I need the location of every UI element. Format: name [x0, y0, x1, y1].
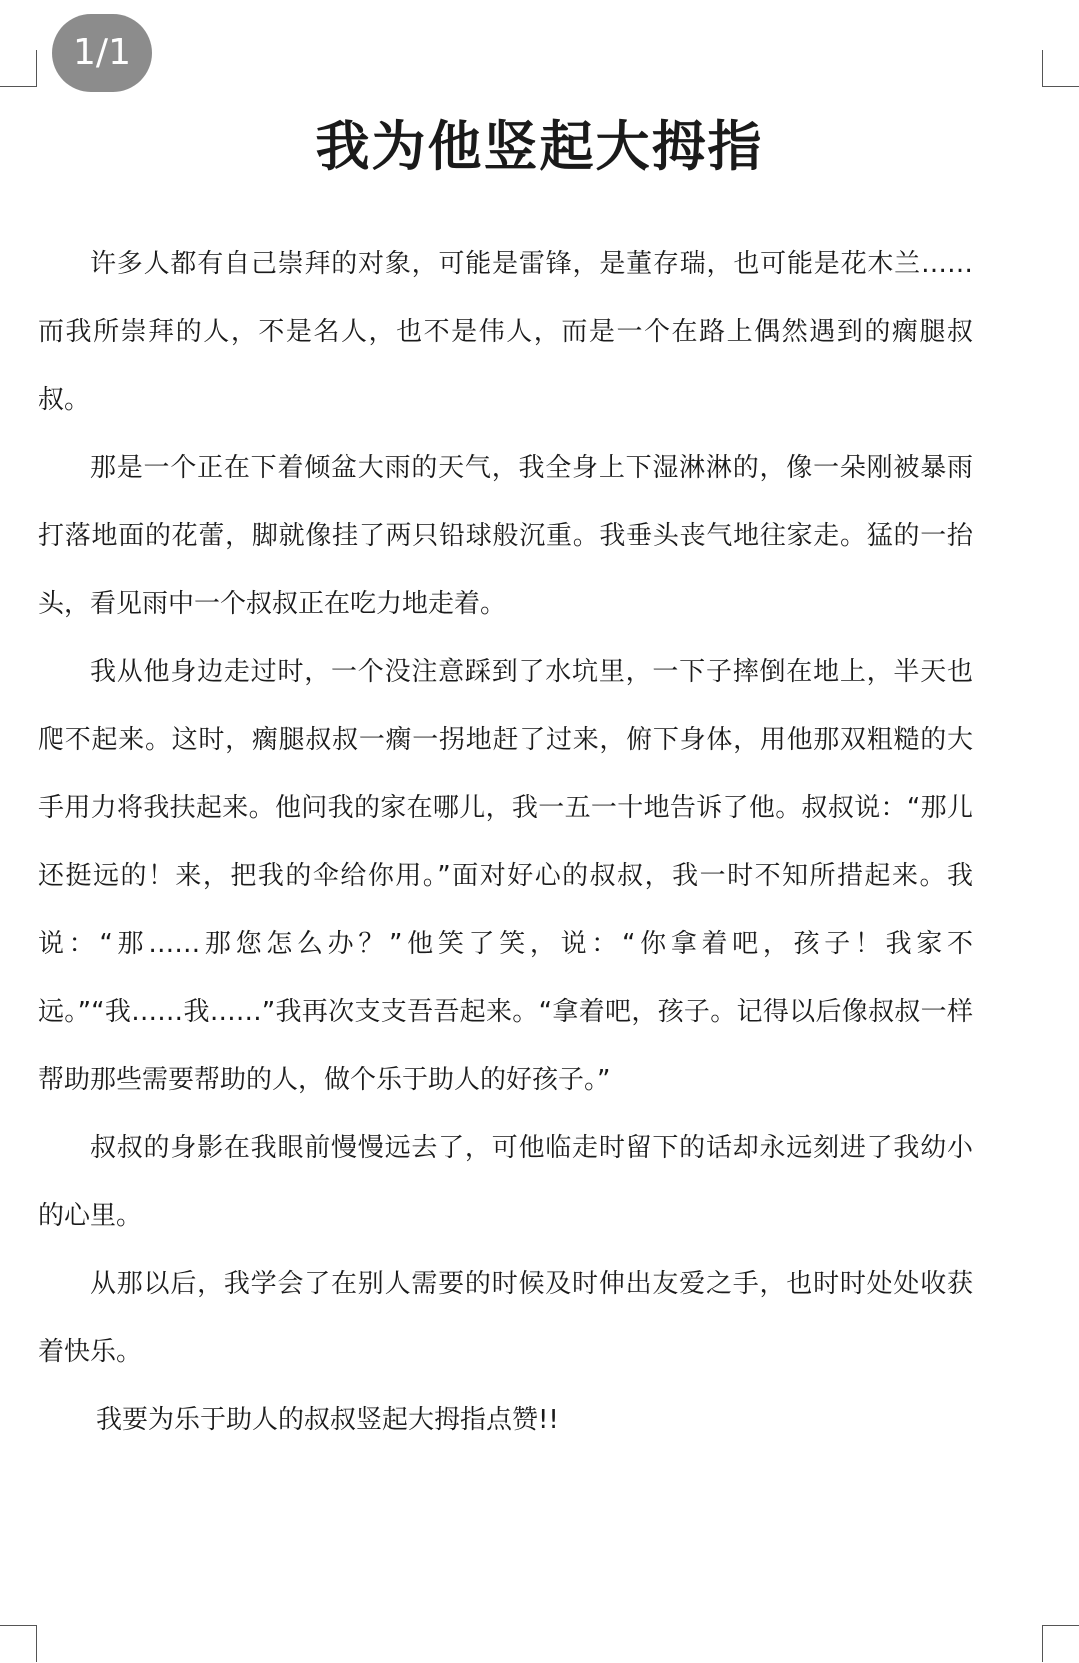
- paragraph-1: 许多人都有自己崇拜的对象，可能是雷锋，是董存瑞，也可能是花木兰……而我所崇拜的人，不是名人，也不是伟人，而是一个在路上偶然遇到的瘸腿叔叔。: [38, 249, 973, 415]
- crop-mark-bottom-left: [0, 1625, 37, 1662]
- paragraph-6: 我要为乐于助人的叔叔竖起大拇指点赞!!: [96, 1405, 559, 1435]
- paragraph-3: 我从他身边走过时，一个没注意踩到了水坑里，一下子摔倒在地上，半天也爬不起来。这时，瘸腿叔叔一瘸一拐地赶了过来，俯下身体，用他那双粗糙的大手用力将我扶起来。他问我的家在哪儿，我一五一十地告诉了他。叔叔说：“那儿还挺远的！来，把我的伞给你用。”面对好心的叔叔，我一时不知所措起来。我说：“那……那您怎么办？”他笑了笑，说：“你拿着吧，孩子！我家不远。”“我……我……”我再次支支吾吾起来。“拿着吧，孩子。记得以后像叔叔一样帮助那些需要帮助的人，做个乐于助人的好孩子。”: [38, 657, 973, 1095]
- crop-mark-bottom-right: [1042, 1625, 1079, 1662]
- document-title: 我为他竖起大拇指: [315, 115, 764, 178]
- crop-mark-top-left: [0, 50, 37, 87]
- document-body: [38, 230, 973, 1454]
- paragraph-2: 那是一个正在下着倾盆大雨的天气，我全身上下湿淋淋的，像一朵刚被暴雨打落地面的花蕾，脚就像挂了两只铅球般沉重。我垂头丧气地往家走。猛的一抬头，看见雨中一个叔叔正在吃力地走着。: [38, 453, 973, 619]
- paragraph-5: 从那以后，我学会了在别人需要的时候及时伸出友爱之手，也时时处处收获着快乐。: [38, 1269, 973, 1367]
- page-indicator: 1/1: [52, 14, 152, 92]
- crop-mark-top-right: [1042, 50, 1079, 87]
- paragraph-4: 叔叔的身影在我眼前慢慢远去了，可他临走时留下的话却永远刻进了我幼小的心里。: [38, 1133, 973, 1231]
